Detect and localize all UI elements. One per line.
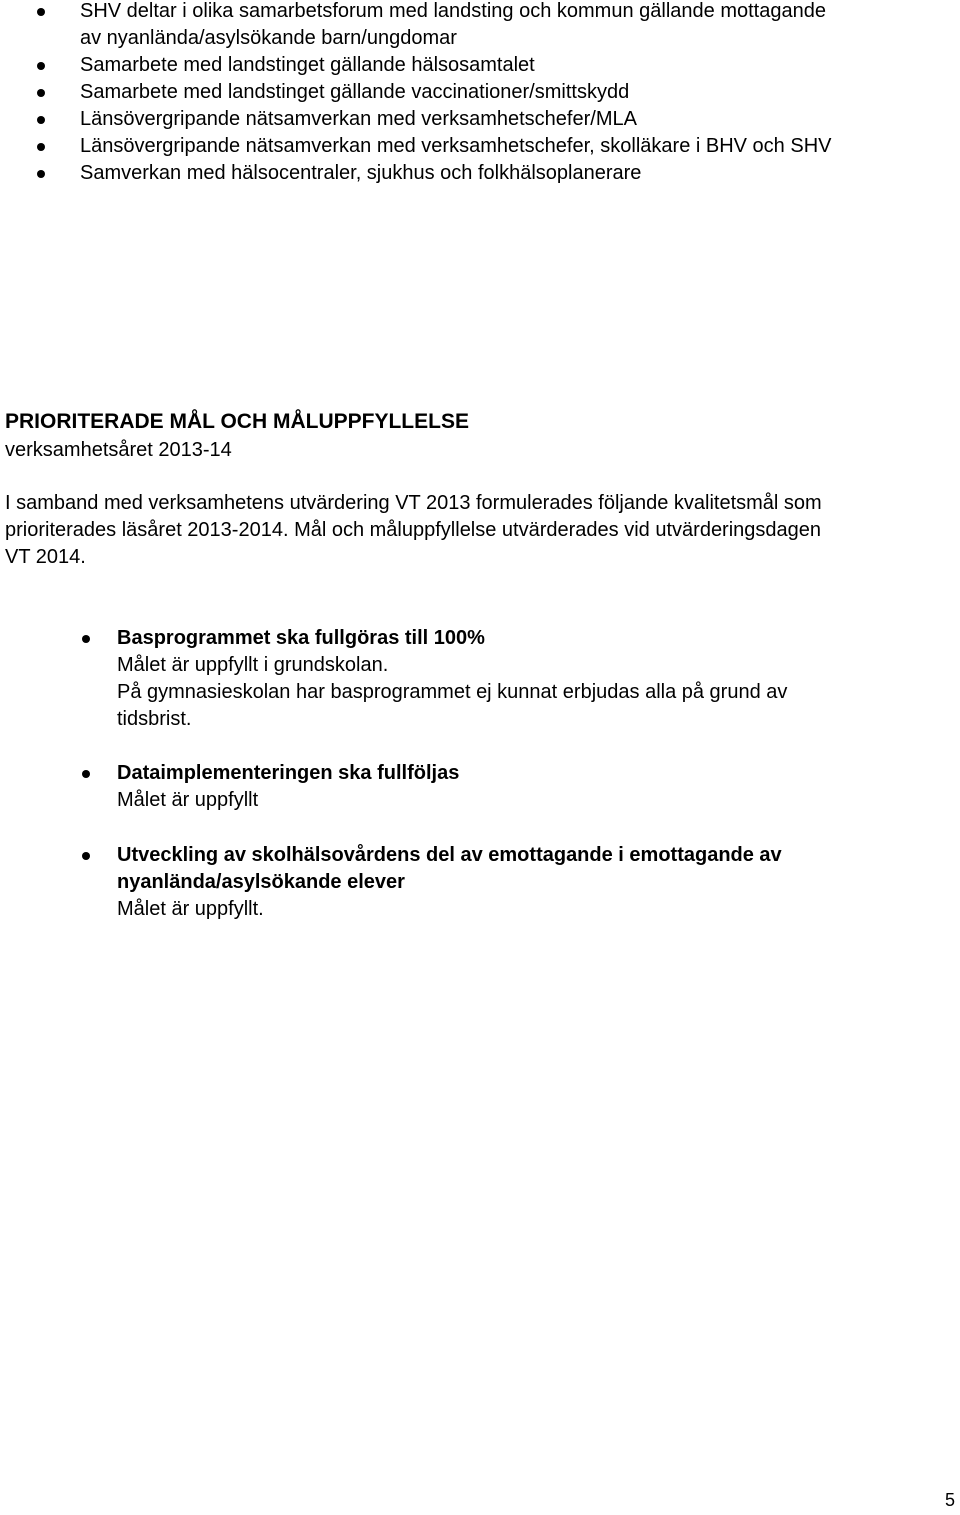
bullet-icon <box>37 8 45 16</box>
bullet-icon <box>37 89 45 97</box>
bullet-icon <box>82 852 90 860</box>
list-item-line: Samarbete med landstinget gällande hälsosamtalet <box>80 54 535 76</box>
intro-line: VT 2014. <box>5 546 86 568</box>
list-item-line: Samarbete med landstinget gällande vaccinationer/smittskydd <box>80 81 630 103</box>
goal-status: Målet är uppfyllt <box>117 789 259 811</box>
intro-line: I samband med verksamhetens utvärdering VT 2013 formulerades följande kvalitetsmål som <box>5 492 822 514</box>
goal-title: Dataimplementeringen ska fullföljas <box>117 762 460 784</box>
bullet-icon <box>37 143 45 151</box>
section-heading: PRIORITERADE MÅL OCH MÅLUPPFYLLELSE <box>5 410 469 433</box>
intro-paragraph <box>5 490 957 571</box>
goal-status: tidsbrist. <box>117 708 192 730</box>
bullet-icon <box>82 770 90 778</box>
section-subheading: verksamhetsåret 2013-14 <box>5 439 232 461</box>
list-item-line: Länsövergripande nätsamverkan med verksamhetschefer/MLA <box>80 108 637 130</box>
bullet-icon <box>82 635 90 643</box>
goal-item <box>117 625 917 733</box>
list-item-line: Samverkan med hälsocentraler, sjukhus och folkhälsoplanerare <box>80 162 642 184</box>
goal-item <box>117 842 917 923</box>
goal-title: Utveckling av skolhälsovårdens del av emottagande i emottagande av <box>117 844 782 866</box>
list-item-line: Länsövergripande nätsamverkan med verksamhetschefer, skolläkare i BHV och SHV <box>80 135 832 157</box>
bullet-icon <box>37 116 45 124</box>
bullet-icon <box>37 62 45 70</box>
list-item-line: SHV deltar i olika samarbetsforum med landsting och kommun gällande mottagande <box>80 0 826 22</box>
list-item-line: av nyanlända/asylsökande barn/ungdomar <box>80 27 457 49</box>
goal-title: nyanlända/asylsökande elever <box>117 871 405 893</box>
bullet-icon <box>37 170 45 178</box>
goal-item <box>117 760 917 814</box>
goal-status: På gymnasieskolan har basprogrammet ej kunnat erbjudas alla på grund av <box>117 681 788 703</box>
goal-status: Målet är uppfyllt. <box>117 898 264 920</box>
goal-status: Målet är uppfyllt i grundskolan. <box>117 654 389 676</box>
goal-title: Basprogrammet ska fullgöras till 100% <box>117 627 485 649</box>
intro-line: prioriterades läsåret 2013-2014. Mål och måluppfyllelse utvärderades vid utvärderingsdagen <box>5 519 822 541</box>
page-number: 5 <box>944 1490 955 1510</box>
